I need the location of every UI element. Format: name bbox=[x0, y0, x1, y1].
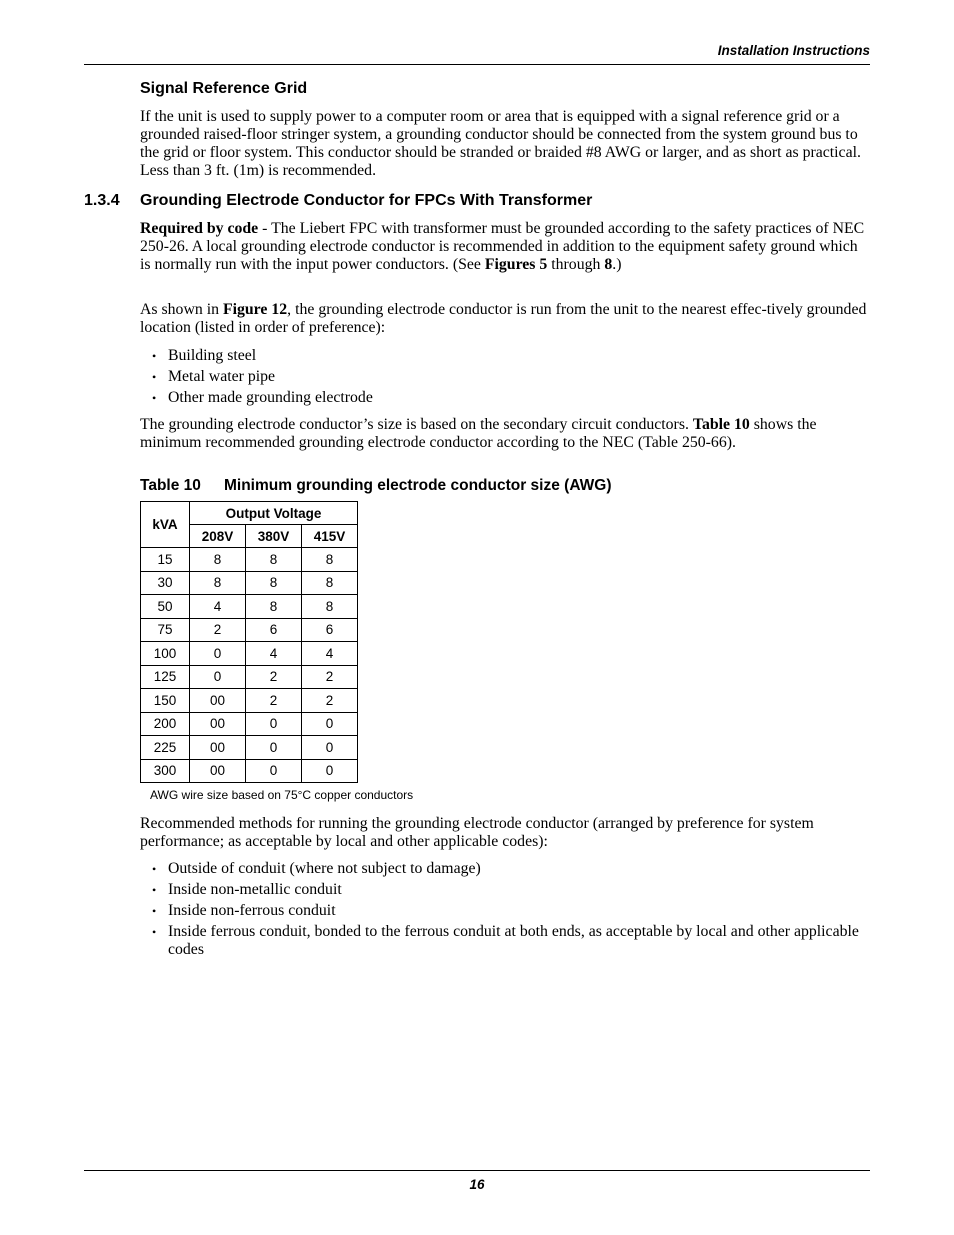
table-cell: 8 bbox=[302, 571, 358, 595]
preference-list bbox=[152, 347, 872, 410]
size-paragraph bbox=[140, 416, 872, 452]
table-cell: 2 bbox=[190, 618, 246, 642]
table-cell: 8 bbox=[190, 571, 246, 595]
figures-ref: Figures 5 bbox=[484, 256, 548, 273]
table-row bbox=[141, 618, 358, 642]
table-cell: 225 bbox=[141, 736, 190, 760]
header-rule bbox=[84, 64, 870, 65]
table-cell: 4 bbox=[246, 642, 302, 666]
table-cell: 75 bbox=[141, 618, 190, 642]
list-item: • Metal water pipe bbox=[152, 368, 872, 386]
list-item: • Other made grounding electrode bbox=[152, 389, 872, 407]
required-text-2: through bbox=[547, 256, 605, 273]
signal-grid-heading: Signal Reference Grid bbox=[140, 80, 308, 97]
table-caption bbox=[140, 477, 612, 495]
table-title: Minimum grounding electrode conductor size (AWG) bbox=[224, 477, 612, 494]
table-10-ref: Table 10 bbox=[692, 416, 750, 433]
section-title: Grounding Electrode Conductor for FPCs With Transformer bbox=[140, 192, 593, 209]
table-cell: 4 bbox=[190, 595, 246, 619]
table-cell: 0 bbox=[190, 642, 246, 666]
table-cell: 0 bbox=[246, 759, 302, 783]
table-cell: 0 bbox=[302, 759, 358, 783]
table-row bbox=[141, 759, 358, 783]
footer-rule bbox=[84, 1170, 870, 1171]
required-text-3: .) bbox=[612, 256, 622, 273]
table-cell: 00 bbox=[190, 689, 246, 713]
table-row bbox=[141, 595, 358, 619]
table-cell: 0 bbox=[246, 712, 302, 736]
table-row bbox=[141, 665, 358, 689]
list-item: • Inside non-ferrous conduit bbox=[152, 902, 872, 920]
group-header-output-voltage: Output Voltage bbox=[190, 502, 358, 525]
list-item: • Inside ferrous conduit, bonded to the ferrous conduit at both ends, as acceptable by local and other applicable codes bbox=[152, 923, 872, 959]
required-text-1: - The Liebert FPC with transformer must be grounded according to the safety practices of NEC 250-26. A local grounding electrode conductor is recommended in addition to the equipment safety ground which is normally run with the input power conductors. (See bbox=[140, 220, 865, 273]
table-cell: 00 bbox=[190, 712, 246, 736]
list-item: • Building steel bbox=[152, 347, 872, 365]
table-cell: 6 bbox=[302, 618, 358, 642]
table-cell: 0 bbox=[246, 736, 302, 760]
table-cell: 8 bbox=[246, 595, 302, 619]
table-cell: 8 bbox=[246, 571, 302, 595]
section-number: 1.3.4 bbox=[84, 192, 120, 209]
table-cell: 150 bbox=[141, 689, 190, 713]
table-cell: 300 bbox=[141, 759, 190, 783]
size-text-1: The grounding electrode conductor’s size is based on the secondary circuit conductors. bbox=[140, 416, 693, 433]
table-header-row bbox=[141, 502, 358, 525]
page-number: 16 bbox=[469, 1177, 485, 1192]
figure-8-ref: 8 bbox=[604, 256, 613, 273]
table-cell: 100 bbox=[141, 642, 190, 666]
table-row bbox=[141, 712, 358, 736]
table-cell: 0 bbox=[302, 736, 358, 760]
column-header-380v: 380V bbox=[246, 525, 302, 548]
table-cell: 6 bbox=[246, 618, 302, 642]
shown-text-2: , the grounding electrode conductor is run from the unit to the nearest effec-tively grounded location (listed in order of preference): bbox=[140, 301, 867, 336]
table-cell: 00 bbox=[190, 736, 246, 760]
size-text-2: shows the minimum recommended grounding electrode conductor according to the NEC (Table 250-66). bbox=[140, 416, 817, 451]
table-cell: 125 bbox=[141, 665, 190, 689]
table-cell: 2 bbox=[246, 665, 302, 689]
table-row bbox=[141, 548, 358, 572]
table-cell: 8 bbox=[190, 548, 246, 572]
section-heading bbox=[84, 192, 592, 210]
table-cell: 15 bbox=[141, 548, 190, 572]
table-cell: 0 bbox=[190, 665, 246, 689]
table-cell: 4 bbox=[302, 642, 358, 666]
table-cell: 2 bbox=[246, 689, 302, 713]
table-row bbox=[141, 689, 358, 713]
column-header-208v: 208V bbox=[190, 525, 246, 548]
table-cell: 8 bbox=[302, 548, 358, 572]
required-bold-lead: Required by code bbox=[140, 220, 259, 237]
required-paragraph bbox=[140, 220, 872, 274]
table-cell: 2 bbox=[302, 665, 358, 689]
list-item: • Outside of conduit (where not subject to damage) bbox=[152, 860, 872, 878]
table-row bbox=[141, 736, 358, 760]
table-row bbox=[141, 571, 358, 595]
table-note: AWG wire size based on 75°C copper conductors bbox=[150, 788, 414, 802]
table-cell: 8 bbox=[246, 548, 302, 572]
table-row bbox=[141, 642, 358, 666]
table-cell: 8 bbox=[302, 595, 358, 619]
figure-12-ref: Figure 12 bbox=[222, 301, 288, 318]
running-header: Installation Instructions bbox=[717, 43, 870, 58]
signal-grid-paragraph: If the unit is used to supply power to a computer room or area that is equipped with a signal reference grid or a grounded raised-floor stringer system, a grounding conductor should be connected from the system ground bus to the grid or floor system. This conductor should be stranded or braided #8 AWG or larger, and as short as practical. Less than 3 ft. (1m) is recommended. bbox=[140, 108, 861, 179]
table-cell: 50 bbox=[141, 595, 190, 619]
shown-paragraph bbox=[140, 301, 872, 337]
awg-table bbox=[140, 501, 358, 783]
table-cell: 200 bbox=[141, 712, 190, 736]
column-header-kva: kVA bbox=[141, 502, 190, 548]
methods-paragraph: Recommended methods for running the grounding electrode conductor (arranged by preference for system performance; as acceptable by local and other applicable codes): bbox=[140, 815, 814, 850]
table-cell: 2 bbox=[302, 689, 358, 713]
table-cell: 30 bbox=[141, 571, 190, 595]
column-header-415v: 415V bbox=[302, 525, 358, 548]
table-cell: 0 bbox=[302, 712, 358, 736]
list-item: • Inside non-metallic conduit bbox=[152, 881, 872, 899]
shown-text-1: As shown in bbox=[140, 301, 223, 318]
table-number: Table 10 bbox=[140, 477, 201, 494]
methods-list bbox=[152, 860, 872, 962]
table-cell: 00 bbox=[190, 759, 246, 783]
